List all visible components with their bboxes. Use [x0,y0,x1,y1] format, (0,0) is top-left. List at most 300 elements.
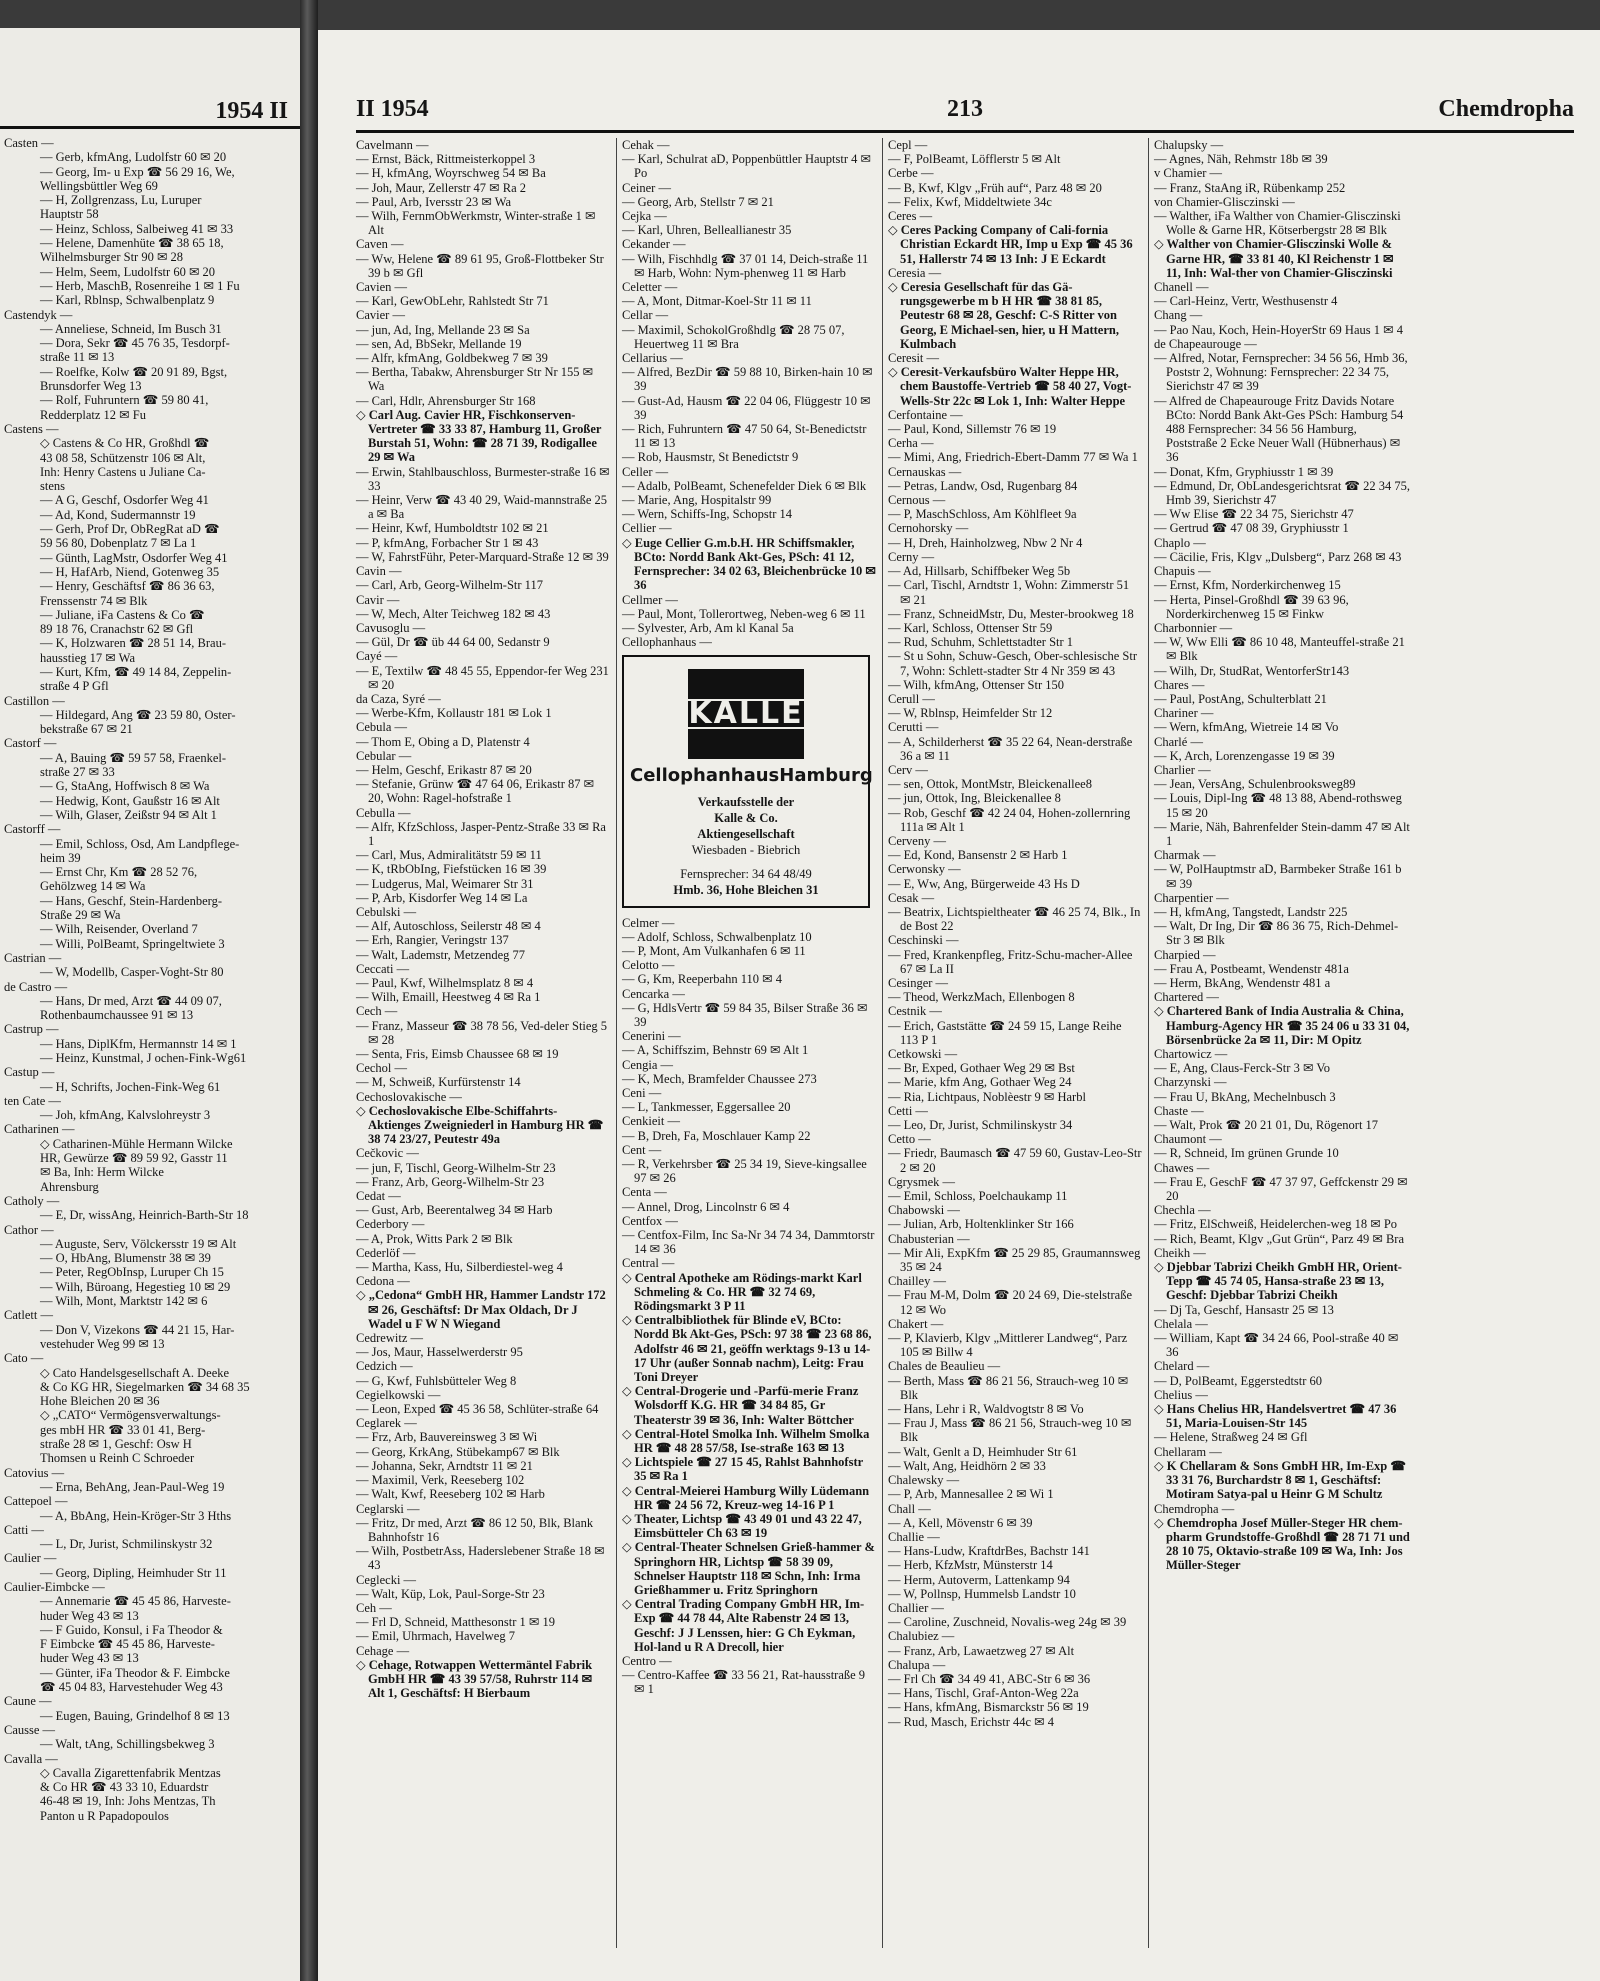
directory-entry: — Alfr, kfmAng, Goldbekweg 7 ✉ 39 [356,351,548,366]
directory-entry: — Frz, Arb, Bauvereinsweg 3 ✉ Wi [356,1430,538,1445]
directory-entry: 43 08 58, Schützenstr 106 ✉ Alt, [40,450,206,465]
directory-entry: — Henry, Geschäftsf ☎ 86 36 63, [40,579,215,594]
surname-heading: Cencarka — [622,986,685,1001]
surname-heading: Chailley — [888,1274,946,1289]
surname-heading: Chelala — [1154,1316,1208,1331]
directory-entry: — Herb, KfzMstr, Münsterstr 14 [888,1558,1053,1573]
directory-entry: — Cäcilie, Fris, Klgv „Dulsberg“, Parz 268 ✉ 43 [1154,549,1402,564]
directory-entry: — H, kfmAng, Tangstedt, Landstr 225 [1154,904,1348,919]
ad-line: Verkaufsstelle der [697,794,795,809]
directory-entry: — Petras, Landw, Osd, Rugenbarg 84 [888,478,1078,493]
directory-entry: — Ernst, Kfm, Norderkirchenweg 15 [1154,578,1341,593]
directory-entry: 89 18 76, Cranachstr 62 ✉ Gfl [40,622,194,637]
directory-entry: Wilhelmsburger Str 90 ✉ 28 [40,250,184,265]
directory-entry: — Wilh, Glaser, Zeißstr 94 ✉ Alt 1 [40,807,217,822]
directory-entry: bekstraße 67 ✉ 21 [40,722,133,737]
surname-heading: Centa — [622,1185,667,1200]
company-entry: ◇ Central-Hotel Smolka Inh. Wilhelm Smolka HR ☎ 48 28 57/58, Ise-straße 163 ✉ 13 [622,1426,870,1456]
directory-entry: — H, kfmAng, Woyrschweg 54 ✉ Ba [356,166,546,181]
directory-entry: — Herb, MaschB, Rosenreihe 1 ✉ 1 Fu [40,278,240,293]
directory-entry: — Wilh, FernmObWerkmstr, Winter-straße 1 ✉ Alt [356,209,596,238]
directory-entry: — Helm, Seem, Ludolfstr 60 ✉ 20 [40,264,216,279]
directory-entry: Ahrensburg [40,1179,99,1194]
directory-entry: — Eugen, Bauing, Grindelhof 8 ✉ 13 [40,1708,230,1723]
surname-heading: Chellaram — [1154,1444,1222,1459]
directory-entry: vestehuder Weg 99 ✉ 13 [40,1336,165,1351]
surname-heading: Ceglarek — [356,1416,417,1431]
directory-entry: — Herm, BkAng, Wendenstr 481 a [1154,975,1331,990]
surname-heading: Ceresit — [888,351,940,366]
surname-heading: Causse — [4,1722,56,1737]
directory-entry: — Walt, Lademstr, Metzendeg 77 [356,947,526,962]
directory-entry: — H, Dreh, Hainholzweg, Nbw 2 Nr 4 [888,535,1083,550]
directory-entry: — Paul, Arb, Iversstr 23 ✉ Wa [356,194,512,209]
directory-entry: Wellingsbüttler Weg 69 [40,178,158,193]
surname-heading: Cegielkowski — [356,1387,441,1402]
directory-entry: — Carl, Mus, Admiralitätstr 59 ✉ 11 [356,848,542,863]
column-3 [888,138,1142,1729]
column-4 [1154,138,1410,1573]
surname-heading: Ceglecki — [356,1572,417,1587]
directory-entry: — Ludgerus, Mal, Weimarer Str 31 [356,876,534,891]
directory-entry: — K, Mech, Bramfelder Chaussee 273 [622,1071,817,1086]
surname-heading: Cederbory — [356,1217,425,1232]
directory-entry: — Frau U, BkAng, Mechelnbusch 3 [1154,1089,1336,1104]
directory-entry: — Erna, BehAng, Jean-Paul-Weg 19 [40,1479,225,1494]
directory-entry: — Dj Ta, Geschf, Hansastr 25 ✉ 13 [1154,1302,1334,1317]
directory-entry: — Walt, Kwf, Reeseberg 102 ✉ Harb [356,1487,545,1502]
directory-entry: — A G, Geschf, Osdorfer Weg 41 [40,493,209,508]
directory-entry: — Werbe-Kfm, Kollaustr 181 ✉ Lok 1 [356,706,552,721]
surname-heading: Chakert — [888,1316,944,1331]
directory-entry: — Fritz, ElSchweiß, Heidelerchen-weg 18 ✉ Po [1154,1217,1398,1232]
company-entry: ◇ Cehage, Rotwappen Wettermäntel Fabrik GmbH HR ☎ 43 39 57/58, Ruhrstr 114 ✉ Alt 1, Geschäftsf: H Bierbaum [356,1657,593,1701]
directory-entry: — Hans, Tischl, Graf-Anton-Weg 22a [888,1686,1079,1701]
surname-heading: Castrup — [4,1022,59,1037]
directory-entry: huder Weg 43 ✉ 13 [40,1608,139,1623]
surname-heading: Chalupsky — [1154,138,1224,152]
surname-heading: Chechla — [1154,1203,1211,1218]
company-entry: ◇ Central-Drogerie und -Parfü-merie Franz Wolsdorff K.G. HR ☎ 34 84 85, Gr Theaterstr 39 ✉ 36, Inh: Walter Böttcher [622,1384,859,1427]
surname-heading: Charlier — [1154,762,1211,777]
directory-entry: — Paul, Kond, Sillemstr 76 ✉ 19 [888,422,1057,437]
directory-entry: — Heinr, Kwf, Humboldtstr 102 ✉ 21 [356,521,549,536]
directory-entry: — Erh, Rangier, Veringstr 137 [356,933,509,948]
directory-entry: — P, Mont, Am Vulkanhafen 6 ✉ 11 [622,943,806,958]
directory-entry: — Rich, Beamt, Klgv „Gut Grün“, Parz 49 ✉ Bra [1154,1231,1405,1246]
directory-entry: — Helene, Straßweg 24 ✉ Gfl [1154,1430,1308,1445]
directory-entry: — Herta, Pinsel-Großhdl ☎ 39 63 96, Norderkirchenweg 15 ✉ Finkw [1154,592,1349,621]
surname-heading: Centfox — [622,1213,678,1228]
company-entry: ◇ Cato Handelsgesellschaft A. Deeke [40,1365,230,1380]
surname-heading: Cerutti — [888,720,939,735]
directory-entry: — Beatrix, Lichtspieltheater ☎ 46 25 74, Blk., In de Bost 22 [888,904,1141,934]
directory-entry: — Rich, Fuhruntern ☎ 47 50 64, St-Benedictstr 11 ✉ 13 [622,422,867,451]
surname-heading: Cebulla — [356,805,411,820]
directory-entry: — Wilh, kfmAng, Ottenser Str 150 [888,677,1064,692]
directory-entry: — Carl, Tischl, Arndtstr 1, Wohn: Zimmerstr 51 ✉ 21 [888,578,1130,607]
directory-entry: — Willi, PolBeamt, Springeltwiete 3 [40,936,225,951]
surname-heading: Caulier-Eimbcke — [4,1579,105,1594]
directory-entry: — Franz, StaAng iR, Rübenkamp 252 [1154,180,1346,195]
directory-entry: — W, Modellb, Casper-Voght-Str 80 [40,965,224,980]
directory-entry: Gehölzweg 14 ✉ Wa [40,879,146,894]
directory-entry: — Alfred de Chapeaurouge Fritz Davids Notare BCto: Nordd Bank Akt-Ges PSch: Hamburg 54 488 Fernsprecher: 34 56 56 Hamburg, Poststraße 2 Ecke Neuer Wall (Hübnerhaus) ✉ 36 [1154,393,1404,465]
directory-entry: — Karl, Rblnsp, Schwalbenplatz 9 [40,293,215,308]
surname-heading: Cechol — [356,1061,408,1076]
company-entry: ◇ „CATO“ Vermögensverwaltungs- [40,1408,221,1423]
directory-entry: — Carl, Hdlr, Ahrensburger Str 168 [356,393,536,408]
surname-heading: Cedrewitz — [356,1331,423,1346]
directory-entry: — B, Dreh, Fa, Moschlauer Kamp 22 [622,1128,811,1143]
left-page-column [0,136,300,1823]
directory-entry: — Rud, Schuhm, Schlettstadter Str 1 [888,635,1074,650]
directory-entry: & Co HR ☎ 43 33 10, Eduardstr [40,1780,209,1795]
surname-heading: Cenkieit — [622,1114,680,1129]
directory-entry: — Franz, Arb, Lawaetzweg 27 ✉ Alt [888,1643,1075,1658]
directory-entry: — Anneliese, Schneid, Im Busch 31 [40,321,222,336]
directory-entry: — Walt, Dr Ing, Dir ☎ 86 36 75, Rich-Dehmel-Str 3 ✉ Blk [1154,919,1399,948]
surname-heading: Cestnik — [888,1004,942,1019]
company-entry: ◇ Carl Aug. Cavier HR, Fischkonserven-Vertreter ☎ 33 33 87, Hamburg 11, Großer Burstah 51, Wohn: ☎ 28 71 39, Rodigallee 29 ✉ Wa [356,407,602,465]
directory-entry: — Walt, Küp, Lok, Paul-Sorge-Str 23 [356,1586,545,1601]
directory-entry: — Don V, Vizekons ☎ 44 21 15, Har- [40,1322,235,1337]
directory-entry: — W, Mech, Alter Teichweg 182 ✉ 43 [356,606,551,621]
directory-entry: — Juliane, iFa Castens & Co ☎ [40,607,205,622]
surname-heading: Chanell — [1154,280,1209,295]
directory-entry: — Gerb, kfmAng, Ludolfstr 60 ✉ 20 [40,150,227,165]
surname-heading: Cellophanhaus — [622,635,712,650]
directory-entry: — A, Schiffszim, Behnstr 69 ✉ Alt 1 [622,1043,809,1058]
surname-heading: Cejka — [622,209,667,224]
surname-heading: Cerull — [888,691,935,706]
surname-heading: Cattepoel — [4,1494,68,1509]
surname-heading: Ceglarski — [356,1501,420,1516]
surname-heading: Cernohorsky — [888,521,969,536]
surname-heading: Chelard — [1154,1359,1210,1374]
directory-entry: — Frau J, Mass ☎ 86 21 56, Strauch-weg 10 ✉ Blk [888,1416,1132,1445]
column-2-entries-bottom [622,916,876,1697]
directory-entry: — Ernst Chr, Km ☎ 28 52 76, [40,865,198,880]
directory-entry: — B, Kwf, Klgv „Früh auf“, Parz 48 ✉ 20 [888,180,1102,195]
surname-heading: von Chamier-Glisczinski — [1154,194,1295,209]
directory-entry: 59 56 80, Dobenplatz 7 ✉ La 1 [40,536,197,551]
surname-heading: Cavier — [356,308,405,323]
directory-entry: — Walther, iFa Walther von Chamier-Glisczinski Wolle & Garne HR, Kötserbergstr 28 ✉ Blk [1154,209,1401,238]
directory-entry: — Mimi, Ang, Friedrich-Ebert-Damm 77 ✉ Wa 1 [888,450,1138,465]
surname-heading: Chaste — [1154,1103,1204,1118]
directory-entry: — Ww Elise ☎ 22 34 75, Sierichstr 47 [1154,507,1354,522]
ad-line: Hmb. 36, Hohe Bleichen 31 [673,882,819,897]
surname-heading: Catlett — [4,1308,53,1323]
surname-heading: Cerha — [888,436,934,451]
directory-entry: — Rob, Geschf ☎ 42 24 04, Hohen-zollernring 111a ✉ Alt 1 [888,805,1131,834]
surname-heading: Cehak — [622,138,670,152]
surname-heading: Charlé — [1154,734,1203,749]
company-entry: ◇ Central-Theater Schnelsen Grieß-hammer & Springhorn HR, Lichtsp ☎ 58 39 09, Schnelser Hauptstr 118 ✉ Schn, Inh: Irma Grießhammer u. Fritz Springhorn [622,1540,875,1598]
surname-heading: Cavalla — [4,1751,58,1766]
directory-entry: — Ad, Kond, Sudermannstr 19 [40,507,196,522]
directory-entry: ☎ 45 04 83, Harvestehuder Weg 43 [40,1680,223,1695]
directory-entry: — K, Arch, Lorenzengasse 19 ✉ 39 [1154,748,1335,763]
company-entry: ◇ „Cedona“ GmbH HR, Hammer Landstr 172 ✉ 26, Geschäftsf: Dr Max Oldach, Dr J Wadel u F W N Wiegand [356,1288,606,1331]
directory-entry: — Rolf, Fuhruntern ☎ 59 80 41, [40,393,209,408]
directory-entry: — Alfred, BezDir ☎ 59 88 10, Birken-hain 10 ✉ 39 [622,365,873,394]
surname-heading: Castendyk — [4,307,73,322]
directory-entry: Frenssenstr 74 ✉ Blk [40,593,148,608]
directory-entry: straße 11 ✉ 13 [40,350,115,365]
directory-entry: — Dora, Sekr ☎ 45 76 35, Tesdorpf- [40,336,230,351]
company-entry: ◇ Chemdropha Josef Müller-Steger HR chem-pharm Grundstoffe-Großhdl ☎ 28 71 71 und 28 10 75, Oktavio-straße 109 ✉ Wa, Inh: Jos Müller-Steger [1154,1515,1410,1573]
directory-entry: straße 4 P Gfl [40,679,109,694]
directory-entry: — G, StaAng, Hoffwisch 8 ✉ Wa [40,779,210,794]
directory-entry: — Frau A, Postbeamt, Wendenstr 481a [1154,961,1349,976]
directory-entry: — H, HafArb, Niend, Gotenweg 35 [40,564,220,579]
directory-entry: — R, Verkehrsber ☎ 25 34 19, Sieve-kingsallee 97 ✉ 26 [622,1156,867,1186]
directory-entry: Straße 29 ✉ Wa [40,908,121,923]
directory-entry: — P, kfmAng, Forbacher Str 1 ✉ 43 [356,535,539,550]
directory-entry: — Wilh, Fischhdlg ☎ 37 01 14, Deich-straße 11 ✉ Harb, Wohn: Nym-phenweg 11 ✉ Harb [622,251,869,280]
surname-heading: Cavir — [356,592,400,607]
surname-heading: Cent — [622,1142,662,1157]
surname-heading: Cavelmann — [356,138,429,152]
surname-heading: Ceni — [622,1085,662,1100]
surname-heading: Challie — [888,1529,940,1544]
directory-entry: — Thom E, Obing a D, Platenstr 4 [356,734,530,749]
directory-entry: Hohe Bleichen 20 ✉ 36 [40,1394,160,1409]
directory-entry: — Helene, Damenhüte ☎ 38 65 18, [40,236,224,251]
directory-entry: — A, Prok, Witts Park 2 ✉ Blk [356,1231,513,1246]
company-entry: ◇ Theater, Lichtsp ☎ 43 49 01 und 43 22 47, Eimsbütteler Ch 63 ✉ 19 [622,1512,862,1541]
surname-heading: Chalewsky — [888,1473,960,1488]
directory-entry: — Donat, Kfm, Gryphiusstr 1 ✉ 39 [1154,464,1334,479]
directory-entry: — Martha, Kass, Hu, Silberdiestel-weg 4 [356,1260,563,1275]
company-entry: ◇ Castens & Co HR, Großhdl ☎ [40,436,210,451]
directory-entry: — Hedwig, Kont, Gaußstr 16 ✉ Alt [40,793,220,808]
directory-entry: & Co KG HR, Siegelmarken ☎ 34 68 35 [40,1379,250,1394]
surname-heading: Celler — [622,464,669,479]
ad-line: Aktiengesellschaft [697,826,795,841]
directory-entry: — Erwin, Stahlbauschloss, Burmester-straße 16 ✉ 33 [356,464,610,493]
surname-heading: Cavien — [356,280,408,295]
directory-entry: — Erich, Gaststätte ☎ 24 59 15, Lange Reihe 113 P 1 [888,1018,1122,1047]
surname-heading: Cellar — [622,308,669,323]
directory-entry: — Karl, Uhren, Belleallianestr 35 [622,223,792,238]
surname-heading: Cetto — [888,1132,931,1147]
surname-heading: Cavusoglu — [356,620,426,635]
surname-heading: Ceh — [356,1600,392,1615]
surname-heading: Cederlöf — [356,1245,416,1260]
header-keyword: Chemdropha [1438,96,1574,122]
directory-entry: — Helm, Geschf, Erikastr 87 ✉ 20 [356,762,532,777]
directory-entry: straße 28 ✉ 1, Geschf: Osw H [40,1437,192,1452]
surname-heading: Cekander — [622,237,686,252]
company-entry: ◇ Walther von Chamier-Glisczinski Wolle & Garne HR, ☎ 33 81 40, Kl Reichenstr 1 ✉ 11, Inh: Wal-ther von Chamier-Glisczinski [1154,237,1394,280]
surname-heading: Cesak — [888,890,935,905]
surname-heading: v Chamier — [1154,166,1223,181]
directory-entry: — Walt, Ang, Heidhörn 2 ✉ 33 [888,1458,1046,1473]
directory-entry: — Auguste, Serv, Völckersstr 19 ✉ Alt [40,1236,237,1251]
directory-entry: — Louis, Dipl-Ing ☎ 48 13 88, Abend-rothsweg 15 ✉ 20 [1154,791,1402,820]
directory-entry: — Bertha, Tabakw, Ahrensburger Str Nr 155 ✉ Wa [356,365,594,394]
directory-entry: — jun, Ad, Ing, Mellande 23 ✉ Sa [356,322,530,337]
surname-heading: Chemdropha — [1154,1501,1235,1516]
directory-entry: — Walt, Prok ☎ 20 21 01, Du, Rögenort 17 [1154,1118,1379,1133]
surname-heading: Castorf — [4,736,57,751]
surname-heading: Cathor — [4,1222,54,1237]
directory-entry: — Marie, Ang, Hospitalstr 99 [622,493,772,508]
surname-heading: Cerbe — [888,166,934,181]
directory-entry: — Hans, Dr med, Arzt ☎ 44 09 07, [40,993,222,1008]
surname-heading: Chabowski — [888,1203,960,1218]
surname-heading: Chariner — [1154,706,1214,721]
directory-entry: Hauptstr 58 [40,207,99,222]
directory-entry: — Gertrud ☎ 47 08 39, Gryphiusstr 1 [1154,521,1349,536]
directory-entry: — Heinz, Kunstmal, J ochen-Fink-Wg61 [40,1051,247,1065]
surname-heading: Ceiner — [622,180,671,195]
company-entry: ◇ Cechoslovakische Elbe-Schiffahrts-Aktienges Zweigniederl in Hamburg HR ☎ 38 74 23/27, Peutestr 49a [356,1103,604,1147]
directory-entry: Thomsen u Reinh C Schroeder [40,1451,195,1466]
surname-heading: Ceresia — [888,265,942,280]
directory-entry: — Wilh, PostbetrAss, Haderslebener Straße 18 ✉ 43 [356,1544,605,1573]
company-entry: ◇ Catharinen-Mühle Hermann Wilcke [40,1136,233,1151]
directory-entry: — William, Kapt ☎ 34 24 66, Pool-straße 40 ✉ 36 [1154,1331,1399,1360]
surname-heading: Chabusterian — [888,1231,970,1246]
directory-entry: — Maximil, SchokolGroßhdlg ☎ 28 75 07, Heuertweg 11 ✉ Bra [622,322,845,351]
directory-entry: — Hans, Geschf, Stein-Hardenberg- [40,893,223,908]
company-entry: ◇ Central Apotheke am Rödings-markt Karl Schmeling & Co. HR ☎ 32 74 69, Rödingsmarkt 3 P 11 [622,1270,862,1313]
directory-entry: — Herm, Autoverm, Lattenkamp 94 [888,1572,1070,1587]
ad-line: Kalle & Co. [714,810,778,825]
directory-entry: — E, Dr, wissAng, Heinrich-Barth-Str 18 [40,1208,249,1223]
surname-heading: da Caza, Syré — [356,691,441,706]
directory-entry: — W, Ww Elli ☎ 86 10 48, Manteuffel-straße 21 ✉ Blk [1154,635,1405,664]
directory-entry: — sen, Ottok, MontMstr, Bleickenallee8 [888,777,1092,792]
company-entry: ◇ Cavalla Zigarettenfabrik Mentzas [40,1765,221,1780]
company-entry: ◇ Djebbar Tabrizi Cheikh GmbH HR, Orient-Tepp ☎ 45 74 05, Hansa-straße 23 ✉ 13, Geschf: Djebbar Tabrizi Cheikh [1154,1260,1402,1303]
surname-heading: Cayé — [356,649,398,664]
surname-heading: Cetti — [888,1103,928,1118]
directory-entry: — Alfr, KfzSchloss, Jasper-Pentz-Straße 33 ✉ Ra 1 [356,819,606,848]
directory-entry: — Centfox-Film, Inc Sa-Nr 34 74 34, Dammtorstr 14 ✉ 36 [622,1227,875,1257]
surname-heading: Cech — [356,1004,398,1019]
directory-entry: — Hans, kfmAng, Bismarckstr 56 ✉ 19 [888,1700,1089,1715]
surname-heading: Cenerini — [622,1029,681,1044]
surname-heading: Cernous — [888,493,946,508]
company-entry: ◇ Central Trading Company GmbH HR, Im-Exp ☎ 44 78 44, Alte Rabenstr 24 ✉ 13, Geschf: J J Lenssen, hier: G Ch Eykman, Hol-land u R A Drecoll, hier [622,1597,865,1654]
directory-entry: — Hans, DiplKfm, Hermannstr 14 ✉ 1 [40,1036,237,1051]
directory-entry: F Eimbcke ☎ 45 45 86, Harveste- [40,1637,215,1652]
company-entry: ◇ Ceresit-Verkaufsbüro Walter Heppe HR, chem Baustoffe-Vertrieb ☎ 58 40 27, Vogt-Wells-Str 22c ✉ Lok 1, Inh: Walter Heppe [888,365,1132,408]
directory-entry: — Fritz, Dr med, Arzt ☎ 86 12 50, Blk, Blank Bahnhofstr 16 [356,1515,594,1544]
directory-entry: — Walt, tAng, Schillingsbekweg 3 [40,1737,215,1752]
directory-entry: — W, PolHauptmstr aD, Barmbeker Straße 161 b ✉ 39 [1154,862,1402,891]
directory-entry: — Carl, Arb, Georg-Wilhelm-Str 117 [356,578,543,593]
surname-heading: Chalubiez — [888,1629,955,1644]
directory-entry: — Emil, Uhrmach, Havelweg 7 [356,1629,515,1644]
directory-entry: — Georg, Im- u Exp ☎ 56 29 16, We, [40,164,235,179]
directory-entry: — Paul, Kwf, Wilhelmsplatz 8 ✉ 4 [356,975,534,990]
directory-entry: — Karl, Schloss, Ottenser Str 59 [888,620,1053,635]
surname-heading: Ceccati — [356,961,410,976]
directory-entry: — Franz, SchneidMstr, Du, Mester-brookweg 18 [888,606,1134,621]
directory-entry: — Wern, kfmAng, Wietreie 14 ✉ Vo [1154,720,1339,735]
directory-entry: — Paul, Mont, Tollerortweg, Neben-weg 6 ✉ 11 [622,606,866,621]
surname-heading: Castillon — [4,693,65,708]
directory-entry: — G, HdlsVertr ☎ 59 84 35, Bilser Straße 36 ✉ 39 [622,1000,868,1029]
surname-heading: Charzynski — [1154,1075,1227,1090]
surname-heading: Chapuis — [1154,564,1211,579]
surname-heading: Caulier — [4,1551,57,1566]
surname-heading: Cellier — [622,521,672,536]
directory-entry: — Hildegard, Ang ☎ 23 59 80, Oster- [40,707,236,722]
surname-heading: Chawes — [1154,1160,1210,1175]
directory-entry: — Friedr, Baumasch ☎ 47 59 60, Gustav-Leo-Str 2 ✉ 20 [888,1146,1142,1175]
surname-heading: Caven — [356,237,404,252]
directory-entry: — Roelfke, Kolw ☎ 20 91 89, Bgst, [40,364,228,379]
directory-entry: — Ww, Helene ☎ 89 61 95, Groß-Flottbeker Str 39 b ✉ Gfl [356,251,604,280]
directory-entry: — Centro-Kaffee ☎ 33 56 21, Rat-hausstraße 9 ✉ 1 [622,1668,866,1697]
directory-entry: — Emil, Schloss, Poelchaukamp 11 [888,1189,1068,1204]
directory-entry: ✉ Ba, Inh: Herm Wilcke [40,1165,164,1180]
directory-entry: — Theod, WerkzMach, Ellenbogen 8 [888,990,1075,1005]
surname-heading: Cehage — [356,1643,410,1658]
directory-entry: — F, PolBeamt, Löfflerstr 5 ✉ Alt [888,152,1061,167]
surname-heading: Castorff — [4,822,61,837]
surname-heading: Cepl — [888,138,928,152]
directory-entry: — F Guido, Konsul, i Fa Theodor & [40,1622,223,1637]
company-entry: ◇ Lichtspiele ☎ 27 15 45, Rahlst Bahnhofstr 35 ✉ Ra 1 [622,1455,863,1484]
surname-heading: Cerv — [888,762,928,777]
surname-heading: Cernauskas — [888,464,962,479]
directory-entry: stens [40,479,65,494]
surname-heading: Cellmer — [622,592,678,607]
directory-entry: — Joh, Maur, Zellerstr 47 ✉ Ra 2 [356,180,527,195]
directory-entry: — O, HbAng, Blumenstr 38 ✉ 39 [40,1251,211,1266]
directory-entry: — Alf, Autoschloss, Seilerstr 48 ✉ 4 [356,919,541,934]
directory-entry: — A, Schilderherst ☎ 35 22 64, Nean-derstraße 36 a ✉ 11 [888,734,1133,763]
company-entry: ◇ Central-Meierei Hamburg Willy Lüdemann HR ☎ 24 56 72, Kreuz-weg 14-16 P 1 [622,1483,870,1512]
column-2-entries-top [622,138,876,649]
directory-entry: — A, BbAng, Hein-Kröger-Str 3 Hths [40,1508,232,1523]
surname-heading: ten Cate — [4,1093,61,1108]
directory-entry: — Heinz, Schloss, Salbeiweg 41 ✉ 33 [40,221,234,236]
cellophanhaus-advertisement [622,655,873,907]
surname-heading: Cedona — [356,1274,410,1289]
directory-entry: — Wilh, Emaill, Heestweg 4 ✉ Ra 1 [356,990,541,1005]
directory-entry: — Paul, PostAng, Schulterblatt 21 [1154,691,1327,706]
surname-heading: Cebular — [356,748,412,763]
ad-line: Fernsprecher: 34 64 48/49 [680,866,812,881]
directory-entry: — Julian, Arb, Holtenklinker Str 166 [888,1217,1074,1232]
company-entry: ◇ K Chellaram & Sons GmbH HR, Im-Exp ☎ 33 31 76, Burchardstr 8 ✉ 1, Geschäftsf: Motiram Satya-pal u Heinr G M Schultz [1154,1458,1406,1502]
directory-entry: — Walt, Genlt a D, Heimhuder Str 61 [888,1444,1078,1459]
directory-entry: HR, Gewürze ☎ 89 59 92, Gasstr 11 [40,1151,228,1166]
ad-title: CellophanhausHamburg [630,765,873,787]
directory-entry: — E, Ang, Claus-Ferck-Str 3 ✉ Vo [1154,1061,1330,1076]
directory-entry: huder Weg 43 ✉ 13 [40,1651,139,1666]
surname-heading: Centro — [622,1654,672,1669]
surname-heading: Ceschinski — [888,933,959,948]
surname-heading: Central — [622,1256,675,1271]
surname-heading: Charmak — [1154,848,1216,863]
surname-heading: Cedat — [356,1189,401,1204]
directory-entry: — Agnes, Näh, Rehmstr 18b ✉ 39 [1154,152,1328,167]
directory-entry: — Karl, GewObLehr, Rahlstedt Str 71 [356,294,549,309]
column-1 [356,138,610,1700]
directory-entry: — Berth, Mass ☎ 86 21 56, Strauch-weg 10 ✉ Blk [888,1373,1129,1402]
surname-heading: de Castro — [4,979,68,994]
